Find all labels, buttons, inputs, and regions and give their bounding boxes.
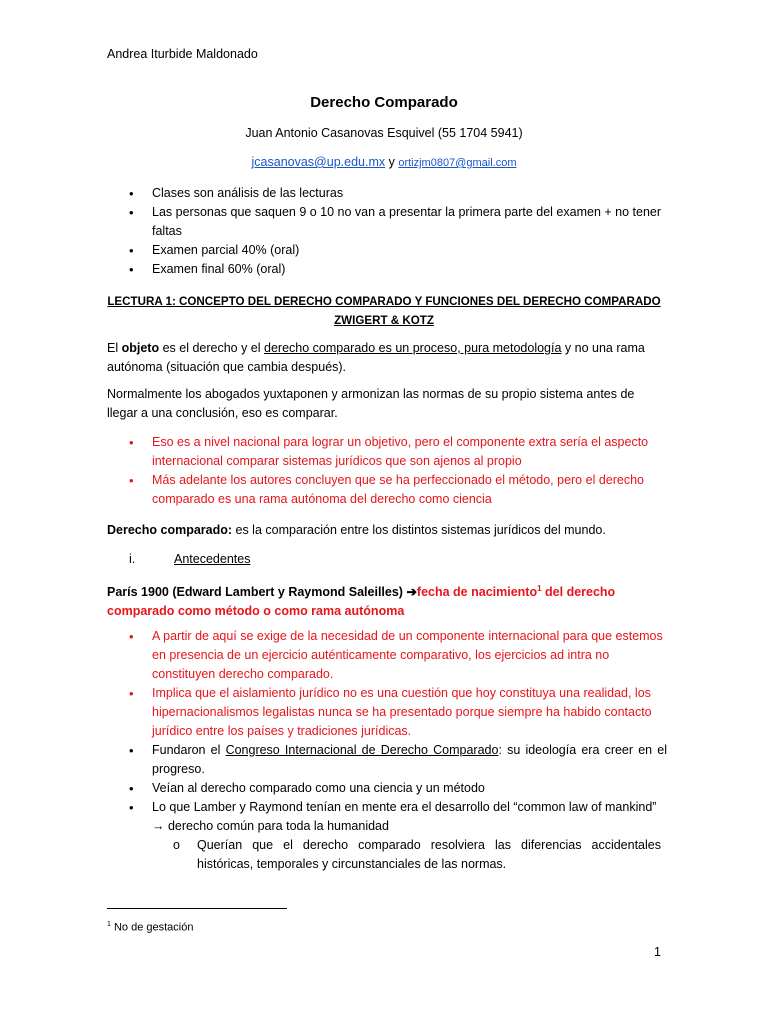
sub-bullet-marker: o bbox=[173, 838, 180, 852]
course-rules-list bbox=[107, 184, 667, 279]
list-item: • Veían al derecho comparado como una ciencia y un método bbox=[129, 781, 485, 796]
email-link-2[interactable]: ortizjm0807@gmail.com bbox=[398, 157, 517, 169]
red-bullet-list-2 bbox=[107, 627, 667, 741]
list-item: • Examen final 60% (oral) bbox=[129, 262, 286, 277]
header-author: Andrea Iturbide Maldonado bbox=[107, 47, 258, 61]
list-item: • Las personas que saquen 9 o 10 no van a presentar la primera parte del examen + no tener faltas bbox=[129, 205, 662, 238]
document-title: Derecho Comparado bbox=[310, 94, 458, 111]
section-title: Antecedentes bbox=[174, 552, 251, 566]
list-item: • Implica que el aislamiento jurídico no es una cuestión que hoy constituya una realidad, los hipernacionalismos legalistas nunca se ha presentado porque siempre ha habido contacto jurídico entre los países y tradiciones jurídicas. bbox=[129, 686, 652, 738]
paragraph-objeto: El objeto es el derecho y el derecho comparado es un proceso, pura metodología y no una rama autónoma (situación que cambia después). bbox=[107, 341, 645, 374]
black-bullet-list bbox=[107, 741, 667, 836]
definition-paragraph: Derecho comparado: es la comparación entre los distintos sistemas jurídicos del mundo. bbox=[107, 523, 606, 537]
list-item: • A partir de aquí se exige de la necesidad de un componente internacional para que estemos en presencia de un ejercicio auténticamente comparativo, los ejercicios ad intra no constituyen derecho comparado. bbox=[129, 629, 663, 681]
red-bullet-list-1 bbox=[107, 433, 667, 509]
list-item: • Lo que Lamber y Raymond tenían en mente era el desarrollo del “common law of mankind” → derecho común para toda la humanidad bbox=[129, 800, 657, 833]
email-connector: y bbox=[388, 155, 395, 169]
paris-paragraph: París 1900 (Edward Lambert y Raymond Saleilles) ➔fecha de nacimiento$^1$ del derecho comparado como método o como rama autónoma bbox=[107, 584, 616, 619]
paragraph-comparar: Normalmente los abogados yuxtaponen y armonizan las normas de su propio sistema antes de llegar a una conclusión, eso es comparar. bbox=[107, 387, 635, 420]
section-numeral: i. bbox=[129, 552, 136, 566]
professor-line: Juan Antonio Casanovas Esquivel (55 1704 5941) bbox=[245, 126, 523, 140]
footnote-separator bbox=[107, 908, 287, 909]
lecture-heading-line-2: ZWIGERT & KOTZ bbox=[334, 314, 434, 327]
page-number: 1 bbox=[654, 945, 661, 959]
sub-bullet-item: o Querían que el derecho comparado resolviera las diferencias accidentales históricas, temporales y circunstanciales de las normas. bbox=[173, 838, 661, 871]
email-line bbox=[0, 153, 768, 173]
list-item: • Clases son análisis de las lecturas bbox=[129, 186, 344, 201]
footnote: $^1$ No de gestación bbox=[107, 921, 194, 934]
lecture-heading-line-1: LECTURA 1: CONCEPTO DEL DERECHO COMPARADO Y FUNCIONES DEL DERECHO COMPARADO bbox=[107, 295, 661, 308]
list-item: • Examen parcial 40% (oral) bbox=[129, 243, 300, 258]
list-item: • Fundaron el Congreso Internacional de Derecho Comparado: su ideología era creer en el progreso. bbox=[129, 743, 667, 776]
email-link-1[interactable]: jcasanovas@up.edu.mx bbox=[251, 155, 386, 169]
list-item: • Más adelante los autores concluyen que se ha perfeccionado el método, pero el derecho comparado es una rama autónoma del derecho como ciencia bbox=[129, 473, 644, 506]
list-item: • Eso es a nivel nacional para lograr un objetivo, pero el componente extra sería el aspecto internacional comparar sistemas jurídicos que son ajenos al propio bbox=[129, 435, 649, 468]
